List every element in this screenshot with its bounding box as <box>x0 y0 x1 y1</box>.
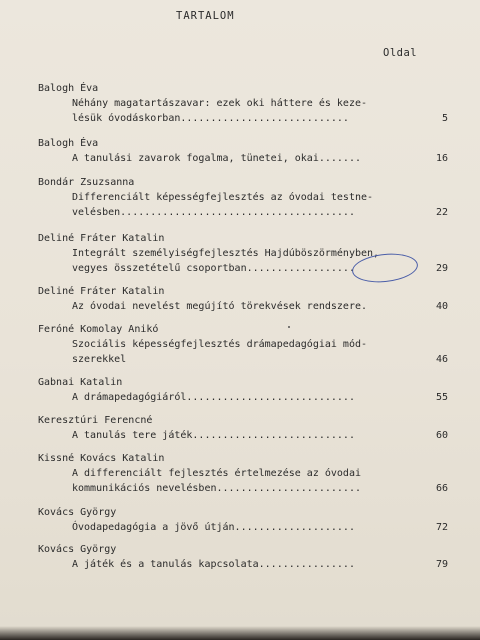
toc-entry <box>38 137 448 166</box>
entry-title-line: lésük óvodáskorban............................ 5 <box>72 113 448 124</box>
toc-entry <box>38 285 448 314</box>
entry-title-line: Differenciált képességfejlesztés az óvodai testne- <box>72 192 374 203</box>
entry-title-line: kommunikációs nevelésben........................ 66 <box>72 483 448 494</box>
entry-author: Gabnai Katalin <box>38 377 123 388</box>
toc-entry <box>38 452 448 496</box>
entry-author: Keresztúri Ferencné <box>38 415 153 426</box>
toc-entry <box>38 543 448 572</box>
entry-author: Kissné Kovács Katalin <box>38 453 165 464</box>
entry-page-number: 60 <box>435 430 448 441</box>
page-column-label: Oldal <box>383 47 418 59</box>
entry-page-number: 55 <box>435 392 448 403</box>
entry-page-number: 40 <box>435 301 448 312</box>
entry-author: Balogh Éva <box>38 138 99 149</box>
entry-author: Kovács György <box>38 507 117 518</box>
entry-title-line: szerekkel 46 <box>72 354 448 365</box>
entry-title-line: A differenciált fejlesztés értelmezése az óvodai <box>72 468 361 479</box>
toc-entry <box>38 376 448 405</box>
entry-author: Deliné Fráter Katalin <box>38 233 165 244</box>
entry-title-line: vegyes összetételű csoportban.................. 29 <box>72 263 448 274</box>
toc-entry <box>38 323 448 367</box>
paper-speck <box>288 326 290 328</box>
entry-page-number: 29 <box>435 263 448 274</box>
entry-page-number: 16 <box>435 153 448 164</box>
page-edge-shadow <box>0 626 480 640</box>
entry-author: Deliné Fráter Katalin <box>38 286 165 297</box>
entry-title-line: A játék és a tanulás kapcsolata................ 79 <box>72 559 448 570</box>
entry-author: Balogh Éva <box>38 83 99 94</box>
entry-page-number: 79 <box>435 559 448 570</box>
entry-page-number: 22 <box>435 207 448 218</box>
entry-title-line: A tanulás tere játék........................... 60 <box>72 430 448 441</box>
page-title: TARTALOM <box>176 10 235 22</box>
entry-page-number: 5 <box>441 113 448 124</box>
entry-title-line: Szociális képességfejlesztés drámapedagógiai mód- <box>72 339 368 350</box>
entry-author: Bondár Zsuzsanna <box>38 177 135 188</box>
entry-author: Feróné Komolay Anikó <box>38 324 159 335</box>
entry-title-line: Néhány magatartászavar: ezek oki háttere és keze- <box>72 98 368 109</box>
entry-title-line: A tanulási zavarok fogalma, tünetei, okai....... 16 <box>72 153 448 164</box>
entry-page-number: 46 <box>435 354 448 365</box>
toc-entry <box>38 506 448 535</box>
entry-page-number: 66 <box>435 483 448 494</box>
toc-entry <box>38 82 448 126</box>
entry-title-line: velésben....................................... 22 <box>72 207 448 218</box>
entry-author: Kovács György <box>38 544 117 555</box>
entry-title-line: Az óvodai nevelést megújító törekvések rendszere. 40 <box>72 301 448 312</box>
entry-title-line: Óvodapedagógia a jövő útján.................... 72 <box>72 522 448 533</box>
entry-page-number: 72 <box>435 522 448 533</box>
entry-title-line: A drámapedagógiáról............................ 55 <box>72 392 448 403</box>
toc-entry <box>38 176 448 220</box>
toc-entry <box>38 414 448 443</box>
entry-title-line: Integrált személyiségfejlesztés Hajdúböszörményben, <box>72 248 380 259</box>
